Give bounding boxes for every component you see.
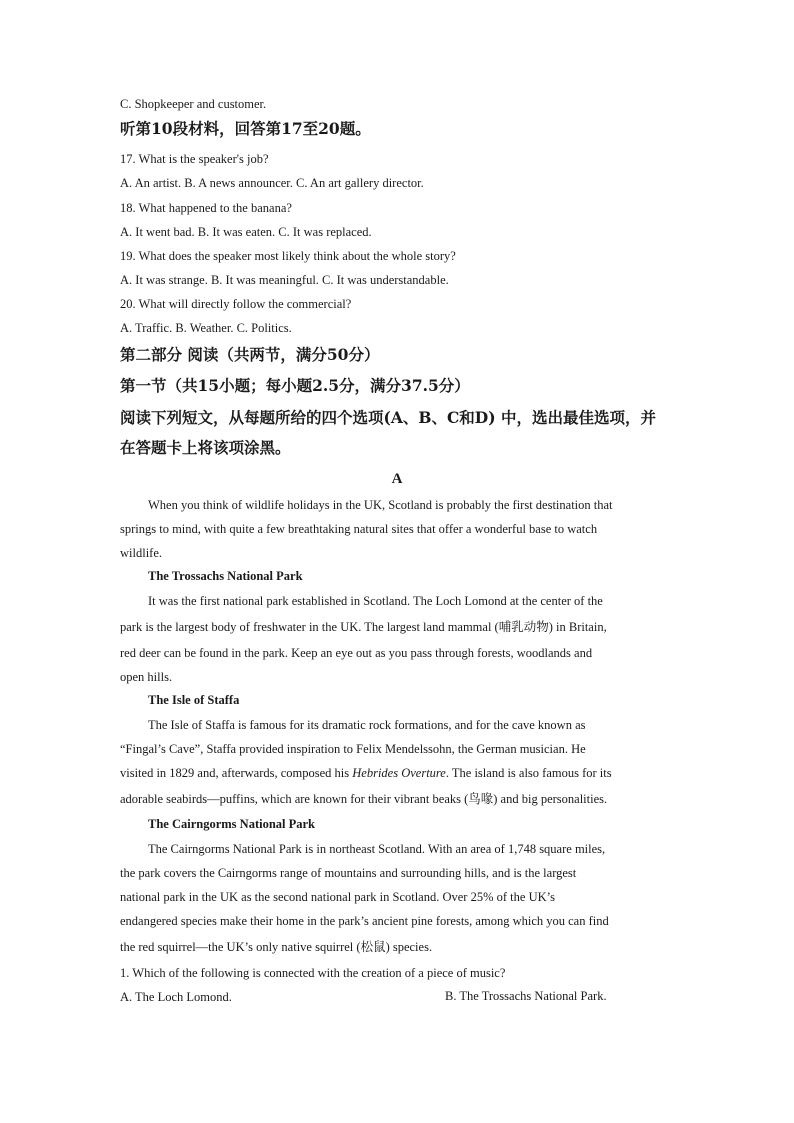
question-18: 18. What happened to the banana? <box>120 201 292 215</box>
reading-section-heading: 第一节（共15小题；每小题2.5分，满分37.5分） <box>120 376 470 395</box>
park2-line-3-before: visited in 1829 and, afterwards, composed his <box>120 766 353 780</box>
park3-line-4: endangered species make their home in the park’s ancient pine forests, among which you can find <box>120 914 609 928</box>
intro-line-3: wildlife. <box>120 546 163 560</box>
park1-line-3: red deer can be found in the park. Keep an eye out as you pass through forests, woodlands and <box>120 646 593 660</box>
hebrides-overture-title: Hebrides Overture <box>352 766 446 780</box>
question-1: 1. Which of the following is connected with the creation of a piece of music? <box>120 966 506 980</box>
reading-instruction-line-2: 在答题卡上将该项涂黑。 <box>120 438 291 457</box>
park2-title: The Isle of Staffa <box>148 693 240 707</box>
park1-line-1: It was the first national park established in Scotland. The Loch Lomond at the center of the <box>148 594 603 608</box>
intro-line-1: When you think of wildlife holidays in the UK, Scotland is probably the first destination that <box>148 498 613 512</box>
passage-label: A <box>391 471 403 487</box>
listening-section-heading: 听第10段材料，回答第17至20题。 <box>120 119 371 138</box>
park3-title: The Cairngorms National Park <box>148 817 316 831</box>
park2-line-2: “Fingal’s Cave”, Staffa provided inspiration to Felix Mendelssohn, the German musician. He <box>120 742 586 756</box>
park3-line-1: The Cairngorms National Park is in northeast Scotland. With an area of 1,748 square miles, <box>148 842 606 856</box>
question-20: 20. What will directly follow the commercial? <box>120 297 352 311</box>
question-20-options: A. Traffic. B. Weather. C. Politics. <box>120 321 292 335</box>
reading-part-heading: 第二部分 阅读（共两节，满分50分） <box>120 345 380 364</box>
question-1-option-a: A. The Loch Lomond. <box>120 990 232 1004</box>
park3-line-2: the park covers the Cairngorms range of mountains and surrounding hills, and is the largest <box>120 866 577 880</box>
prev-option-c: C. Shopkeeper and customer. <box>120 97 267 111</box>
park2-line-1: The Isle of Staffa is famous for its dramatic rock formations, and for the cave known as <box>148 718 586 732</box>
park2-line-3 <box>120 765 612 781</box>
question-17-options: A. An artist. B. A news announcer. C. An art gallery director. <box>120 176 424 190</box>
park3-line-5: the red squirrel—the UK’s only native squirrel (松鼠) species. <box>120 940 433 954</box>
park3-line-3: national park in the UK as the second national park in Scotland. Over 25% of the UK’s <box>120 890 555 904</box>
park2-line-3-after: . The island is also famous for its <box>445 766 612 780</box>
reading-instruction-line-1: 阅读下列短文，从每题所给的四个选项(A、B、C和D) 中，选出最佳选项，并 <box>120 408 656 427</box>
park2-line-4: adorable seabirds—puffins, which are known for their vibrant beaks (鸟喙) and big personalities. <box>120 792 608 806</box>
intro-line-2: springs to mind, with quite a few breathtaking natural sites that offer a wonderful base to watch <box>120 522 598 536</box>
question-18-options: A. It went bad. B. It was eaten. C. It was replaced. <box>120 225 372 239</box>
park1-line-2: park is the largest body of freshwater in the UK. The largest land mammal (哺乳动物) in Britain, <box>120 620 607 634</box>
question-1-option-b: B. The Trossachs National Park. <box>445 989 607 1003</box>
park1-line-4: open hills. <box>120 670 173 684</box>
question-19: 19. What does the speaker most likely think about the whole story? <box>120 249 456 263</box>
question-17: 17. What is the speaker's job? <box>120 152 269 166</box>
question-19-options: A. It was strange. B. It was meaningful. C. It was understandable. <box>120 273 449 287</box>
park1-title: The Trossachs National Park <box>148 569 303 583</box>
